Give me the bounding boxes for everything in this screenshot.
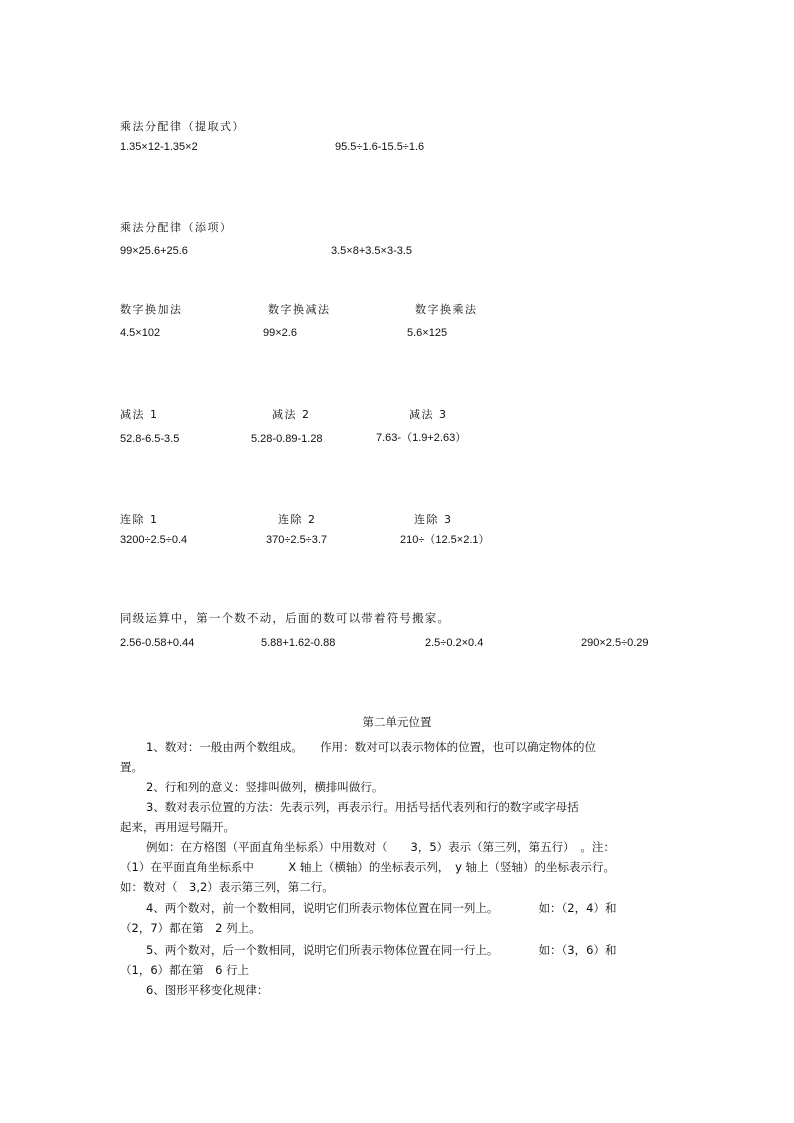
expression: 3200÷2.5÷0.4 xyxy=(120,534,188,546)
expression: 290×2.5÷0.29 xyxy=(581,637,649,649)
expression: 5.6×125 xyxy=(407,327,448,339)
paragraph-line: 置。 xyxy=(120,760,143,774)
heading-divide-3: 连除 3 xyxy=(414,513,453,526)
expression: 95.5÷1.6-15.5÷1.6 xyxy=(335,141,425,153)
paragraph-line: （2，7）都在第 2 列上。 xyxy=(120,921,261,935)
paragraph-line: 例如：在方格图（平面直角坐标系）中用数对（ 3，5）表示（第三列，第五行） 。注： xyxy=(146,840,615,854)
expression: 99×25.6+25.6 xyxy=(120,245,188,257)
expression: 1.35×12-1.35×2 xyxy=(120,141,198,153)
expression: 370÷2.5÷3.7 xyxy=(266,534,328,546)
paragraph-line: 5、两个数对，后一个数相同，说明它们所表示物体位置在同一行上。 如：（3，6）和 xyxy=(146,943,617,957)
paragraph-line: 1、数对：一般由两个数组成。 作用：数对可以表示物体的位置，也可以确定物体的位 xyxy=(146,740,597,754)
expression: 2.56-0.58+0.44 xyxy=(120,637,195,649)
unit2-title: 第二单元位置 xyxy=(362,715,432,729)
heading-distributive-add: 乘法分配律（添项） xyxy=(120,221,233,234)
expression: 5.28-0.89-1.28 xyxy=(251,433,323,445)
heading-subtract-2: 减法 2 xyxy=(272,408,311,421)
heading-number-add: 数字换加法 xyxy=(120,303,183,316)
paragraph-line: 起来，再用逗号隔开。 xyxy=(120,820,235,834)
expression: 210÷（12.5×2.1） xyxy=(400,534,490,546)
heading-divide-1: 连除 1 xyxy=(120,513,159,526)
paragraph-line: 2、行和列的意义：竖排叫做列，横排叫做行。 xyxy=(146,780,384,794)
expression: 52.8-6.5-3.5 xyxy=(120,433,180,445)
paragraph-line: （1）在平面直角坐标系中 X 轴上（横轴）的坐标表示列， y 轴上（竖轴）的坐标表示行。 xyxy=(120,860,616,874)
expression: 3.5×8+3.5×3-3.5 xyxy=(331,245,413,257)
expression: 99×2.6 xyxy=(263,327,297,339)
paragraph-line: 如：数对（ 3,2）表示第三列，第二行。 xyxy=(120,880,334,894)
paragraph-line: 4、两个数对，前一个数相同，说明它们所表示物体位置在同一列上。 如：（2，4）和 xyxy=(146,901,617,915)
expression: 7.63-（1.9+2.63） xyxy=(376,432,467,444)
heading-number-sub: 数字换减法 xyxy=(268,303,331,316)
expression: 5.88+1.62-0.88 xyxy=(261,637,336,649)
heading-subtract-3: 减法 3 xyxy=(409,408,448,421)
paragraph-line: （1，6）都在第 6 行上 xyxy=(120,963,250,977)
heading-same-level: 同级运算中，第一个数不动，后面的数可以带着符号搬家。 xyxy=(120,611,451,625)
heading-subtract-1: 减法 1 xyxy=(120,408,159,421)
heading-distributive-extract: 乘法分配律（提取式） xyxy=(120,120,245,133)
heading-divide-2: 连除 2 xyxy=(278,513,317,526)
paragraph-line: 6、图形平移变化规律： xyxy=(146,983,269,997)
paragraph-line: 3、数对表示位置的方法：先表示列，再表示行。用括号括代表列和行的数字或字母括 xyxy=(146,800,579,814)
heading-number-mul: 数字换乘法 xyxy=(415,303,478,316)
expression: 4.5×102 xyxy=(120,327,161,339)
expression: 2.5÷0.2×0.4 xyxy=(425,637,484,649)
